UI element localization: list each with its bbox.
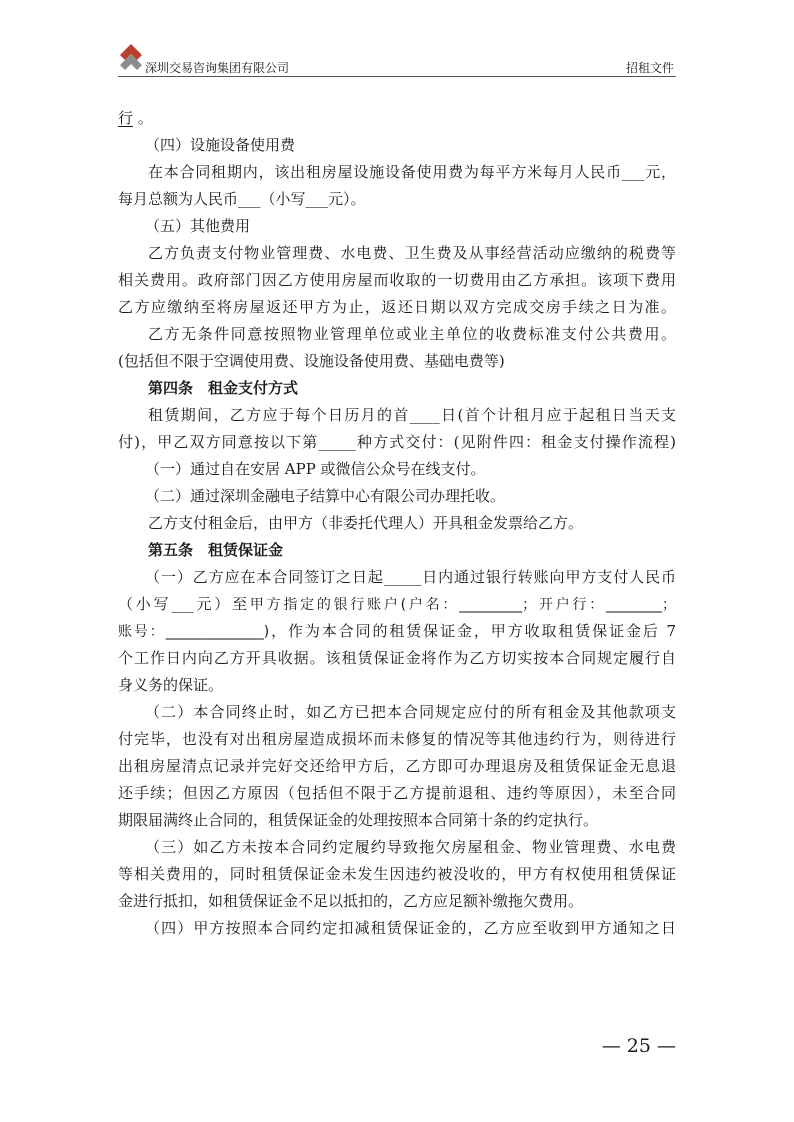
bank-account-fields: 甲方指定的银行账户(户名：_________；开户行：________； xyxy=(249,597,676,613)
text-line: 在本合同租期内，该出租房屋设施设备使用费为每平方米每月人民币___元， xyxy=(148,163,676,181)
article-heading: 第五条 租赁保证金 xyxy=(148,541,284,559)
text-line: 出租房屋清点记录并完好交还给甲方后，乙方即可办理退房及租赁保证金无息退 xyxy=(118,757,676,775)
text-line: (包括但不限于空调使用费、设施设备使用费、基础电费等) xyxy=(118,352,505,370)
company-name: 深圳交易咨询集团有限公司 xyxy=(145,61,290,75)
text-line xyxy=(118,591,676,618)
text-line: 等相关费用的，同时租赁保证金未发生因违约被没收的，甲方有权使用租赁保证 xyxy=(118,865,676,883)
text-line: （一）通过自在安居 APP 或微信公众号在线支付。 xyxy=(145,460,486,478)
account-number-field: 账号：______________) xyxy=(118,624,270,640)
text-fragment: 7 xyxy=(666,622,676,640)
text-line: （三）如乙方未按本合同约定履约导致拖欠房屋租金、物业管理费、水电费 xyxy=(145,838,676,856)
header-divider xyxy=(118,76,676,77)
text-line: 乙方支付租金后，由甲方（非委托代理人）开具租金发票给乙方。 xyxy=(148,514,584,532)
text-line: （二）通过深圳金融电子结算中心有限公司办理托收。 xyxy=(145,487,506,505)
text-line: 每月总额为人民币___（小写___元）。 xyxy=(118,190,366,208)
subsection-heading: （五）其他费用 xyxy=(145,217,251,235)
document-body xyxy=(118,105,676,942)
text-line: 金进行抵扣，如租赁保证金不足以抵扣的，乙方应足额补缴拖欠费用。 xyxy=(118,892,584,910)
text-line: 付完毕，也没有对出租房屋造成损坏而未修复的情况等其他违约行为，则待进行 xyxy=(118,730,676,748)
text-line: 乙方无条件同意按照物业管理单位或业主单位的收费标准支付公共费用。 xyxy=(148,325,676,343)
text-line: 相关费用。政府部门因乙方使用房屋而收取的一切费用由乙方承担。该项下费用 xyxy=(118,271,676,289)
text-line: （二）本合同终止时，如乙方已把本合同规定应付的所有租金及其他款项支 xyxy=(145,703,676,721)
article-heading: 第四条 租金支付方式 xyxy=(148,379,299,397)
text-fragment: ，作为本合同的租赁保证金，甲方收取租赁保证金后 xyxy=(269,622,660,640)
text-line: 个工作日内向乙方开具收据。该租赁保证金将作为乙方切实按本合同规定履行自 xyxy=(118,649,676,667)
company-logo-icon xyxy=(118,42,144,72)
text-fragment: （小写___元）至 xyxy=(118,595,250,613)
text-line: 身义务的保证。 xyxy=(118,676,224,694)
text-line: 乙方负责支付物业管理费、水电费、卫生费及从事经营活动应缴纳的税费等 xyxy=(148,244,676,262)
text-line: 乙方应缴纳至将房屋返还甲方为止，返还日期以双方完成交房手续之日为准。 xyxy=(118,298,676,316)
text-line: 期限届满终止合同的，租赁保证金的处理按照本合同第十条的约定执行。 xyxy=(118,811,599,829)
text-line: （一）乙方应在本合同签订之日起_____日内通过银行转账向甲方支付人民币 xyxy=(145,568,676,586)
text-line xyxy=(118,105,676,132)
text-line xyxy=(118,618,676,645)
text-line: （四）甲方按照本合同约定扣减租赁保证金的，乙方应至收到甲方通知之日 xyxy=(145,919,676,937)
text-fragment: 。 xyxy=(137,109,153,127)
page-header xyxy=(118,40,676,78)
text-fragment: 行 xyxy=(118,109,134,127)
page-number: — 25 — xyxy=(601,1035,676,1057)
text-line: 付)，甲乙双方同意按以下第_____种方式交付：(见附件四：租金支付操作流程) xyxy=(118,433,676,451)
subsection-heading: （四）设施设备使用费 xyxy=(145,136,296,154)
text-line: 还手续；但因乙方原因（包括但不限于乙方提前退租、违约等原因），未至合同 xyxy=(118,784,676,802)
text-line: 租赁期间，乙方应于每个日历月的首____日(首个计租月应于起租日当天支 xyxy=(148,406,676,424)
document-type: 招租文件 xyxy=(625,61,674,75)
